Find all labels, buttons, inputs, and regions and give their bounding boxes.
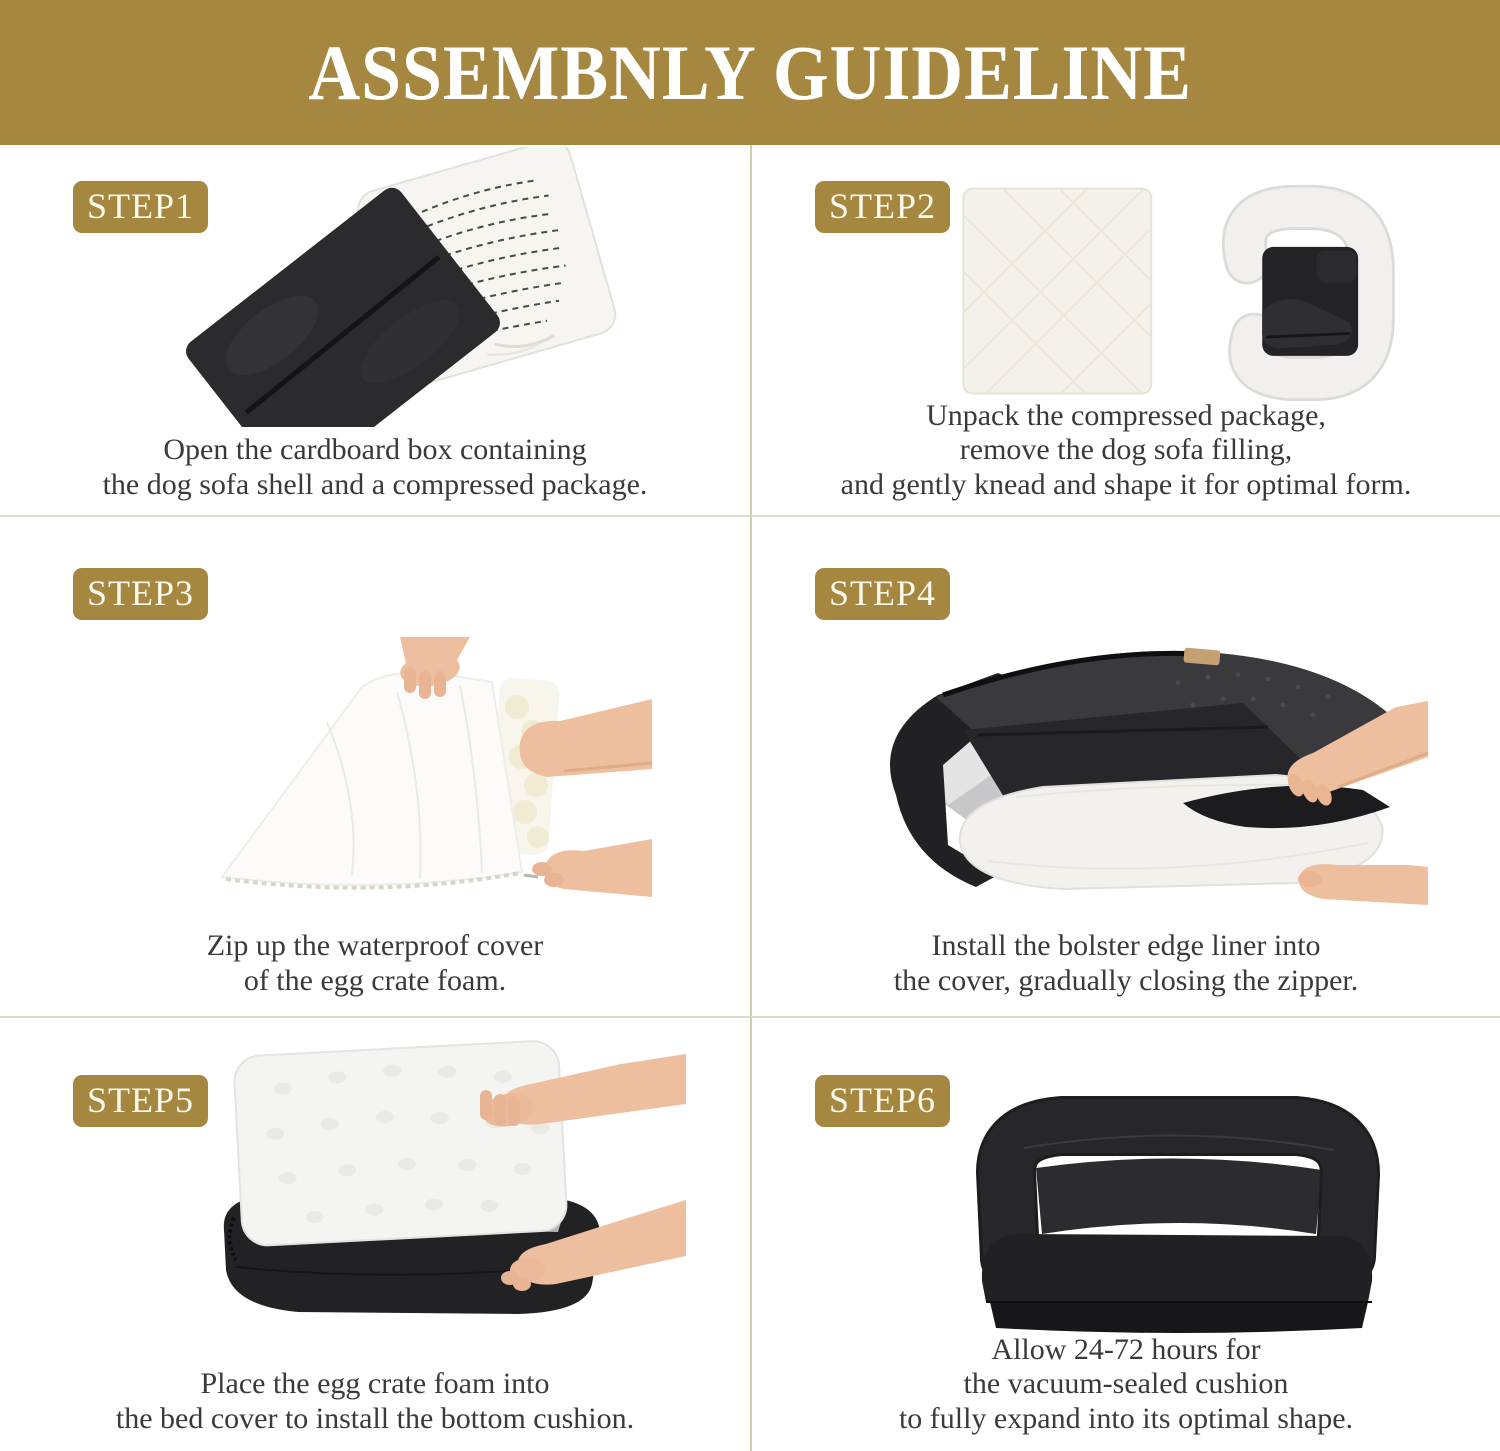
box-contents-illustration	[178, 147, 658, 427]
step-2-figure	[937, 167, 1407, 417]
unpacked-filling-illustration	[937, 167, 1407, 417]
caption-line: Unpack the compressed package,	[926, 398, 1326, 432]
step-5-badge: STEP5	[73, 1075, 208, 1127]
title-banner	[0, 0, 1500, 145]
caption-line: Zip up the waterproof cover	[206, 929, 544, 963]
step-5-figure	[136, 1032, 686, 1327]
step-4-panel	[752, 517, 1500, 1018]
caption-line: to fully expand into its optimal shape.	[898, 1402, 1354, 1436]
foam-pad	[937, 170, 1200, 414]
step-6-panel	[752, 1018, 1500, 1451]
caption-line: Install the bolster edge liner into	[931, 929, 1321, 963]
arm-lower	[1298, 864, 1428, 905]
caption-line: Open the cardboard box containing	[163, 433, 587, 467]
step-2-panel	[752, 145, 1500, 517]
caption-line: Place the egg crate foam into	[200, 1367, 550, 1401]
caption-line: remove the dog sofa filling,	[959, 433, 1293, 467]
step-6-figure	[924, 1076, 1454, 1338]
step-6-caption	[752, 1333, 1500, 1437]
step-6-badge: STEP6	[815, 1075, 950, 1127]
step-1-panel	[0, 145, 752, 517]
step-3-figure	[212, 637, 652, 902]
zip-waterproof-cover-illustration	[212, 637, 652, 902]
step-1-caption	[0, 433, 750, 503]
step-4-badge: STEP4	[815, 568, 950, 620]
step-5-panel	[0, 1018, 752, 1451]
sofa-base	[986, 1302, 1372, 1333]
caption-line: the bed cover to install the bottom cushion.	[115, 1402, 635, 1436]
finished-dog-sofa-illustration	[924, 1076, 1454, 1338]
step-4-caption	[752, 929, 1500, 999]
step-3-caption	[0, 929, 750, 999]
step-2-caption	[752, 399, 1500, 503]
steps-grid	[0, 145, 1500, 1451]
sofa-front-panel	[982, 1234, 1372, 1309]
egg-crate-foam	[233, 1040, 567, 1247]
caption-line: Allow 24-72 hours for	[991, 1332, 1261, 1366]
sofa-seat	[1036, 1158, 1322, 1234]
step-3-panel	[0, 517, 752, 1018]
caption-line: the vacuum-sealed cushion	[963, 1367, 1289, 1401]
step-1-figure	[178, 147, 658, 427]
step-2-badge: STEP2	[815, 181, 950, 233]
sofa-filling	[1262, 247, 1358, 356]
step-3-badge: STEP3	[73, 568, 208, 620]
page-title: ASSEMBNLY GUIDELINE	[308, 28, 1192, 116]
caption-line: the dog sofa shell and a compressed package.	[102, 468, 648, 502]
place-egg-crate-foam-illustration	[136, 1032, 686, 1327]
step-5-caption	[0, 1367, 750, 1437]
step-1-badge: STEP1	[73, 181, 208, 233]
install-bolster-liner-illustration	[848, 635, 1428, 905]
step-4-figure	[848, 635, 1428, 905]
waterproof-cover	[222, 672, 522, 887]
caption-line: of the egg crate foam.	[243, 964, 507, 998]
caption-line: the cover, gradually closing the zipper.	[893, 964, 1359, 998]
caption-line: and gently knead and shape it for optimal form.	[840, 468, 1412, 502]
